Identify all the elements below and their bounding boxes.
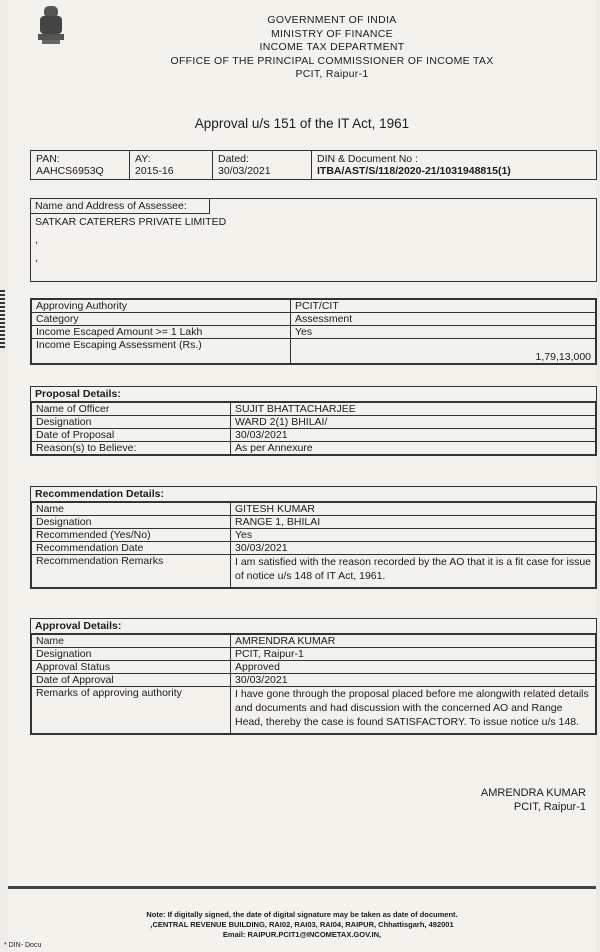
signature-block xyxy=(481,786,586,814)
row-value: SUJIT BHATTACHARJEE xyxy=(231,403,596,416)
row-label: Category xyxy=(32,313,291,326)
ay-label: AY: xyxy=(135,153,151,165)
footer-email: Email: RAIPUR.PCIT1@INCOMETAX.GOV.IN, xyxy=(222,930,382,939)
footer-note: Note: If digitally signed, the date of digital signature may be taken as date of document. xyxy=(146,910,458,919)
row-value: GITESH KUMAR xyxy=(231,503,596,516)
assessee-address: , xyxy=(35,234,38,246)
row-value: Approved xyxy=(231,661,596,674)
assessee-box xyxy=(30,198,597,282)
row-label: Approval Status xyxy=(32,661,231,674)
row-value: RANGE 1, BHILAI xyxy=(231,516,596,529)
proposal-box xyxy=(30,386,597,456)
pan-label: PAN: xyxy=(36,153,60,165)
table-row xyxy=(32,648,596,661)
assessee-label: Name and Address of Assessee: xyxy=(31,199,210,214)
table-row xyxy=(32,442,596,455)
row-value: AMRENDRA KUMAR xyxy=(231,635,596,648)
row-label: Name xyxy=(32,503,231,516)
row-value: 30/03/2021 xyxy=(231,542,596,555)
row-value: PCIT, Raipur-1 xyxy=(231,648,596,661)
row-value: As per Annexure xyxy=(231,442,596,455)
table-row xyxy=(32,416,596,429)
divider xyxy=(8,886,596,889)
table-row xyxy=(32,313,596,326)
row-label: Date of Approval xyxy=(32,674,231,687)
row-label: Name xyxy=(32,635,231,648)
table-row xyxy=(32,661,596,674)
table-row xyxy=(32,555,596,588)
row-value: WARD 2(1) BHILAI/ xyxy=(231,416,596,429)
signatory-name: AMRENDRA KUMAR xyxy=(480,787,586,799)
row-value: Yes xyxy=(231,529,596,542)
table-row xyxy=(32,403,596,416)
table-row xyxy=(32,516,596,529)
row-label: Remarks of approving authority xyxy=(32,687,231,734)
row-label: Designation xyxy=(32,648,231,661)
row-value: PCIT/CIT xyxy=(291,300,596,313)
row-label: Recommendation Remarks xyxy=(32,555,231,588)
din-value: ITBA/AST/S/118/2020-21/1031948815(1) xyxy=(317,165,511,177)
row-label: Approving Authority xyxy=(32,300,291,313)
header-line: PCIT, Raipur-1 xyxy=(295,68,369,80)
table-row xyxy=(32,635,596,648)
row-value: 1,79,13,000 xyxy=(291,339,596,364)
row-label: Income Escaped Amount >= 1 Lakh xyxy=(32,326,291,339)
header-line: MINISTRY OF FINANCE xyxy=(271,27,393,40)
row-value: I have gone through the proposal placed before me alongwith related details and documents and had discussion with the concerned AO and Range Head, thereby the case is found SATISFACTORY. To issue notice u/s 148. xyxy=(231,687,596,734)
row-value: 30/03/2021 xyxy=(231,674,596,687)
header-line: GOVERNMENT OF INDIA xyxy=(267,14,397,26)
top-info-box xyxy=(30,150,597,180)
header xyxy=(68,14,596,82)
header-line: INCOME TAX DEPARTMENT xyxy=(259,41,405,53)
barcode-mark xyxy=(0,290,5,350)
section-title: Approval Details: xyxy=(31,619,596,634)
table-row xyxy=(32,674,596,687)
table-row xyxy=(32,687,596,734)
row-label: Income Escaping Assessment (Rs.) xyxy=(32,339,291,364)
footer-address: ,CENTRAL REVENUE BUILDING, RAI02, RAI03, RAI04, RAIPUR, Chhattisgarh, 492001 xyxy=(150,920,454,929)
row-value: Yes xyxy=(291,326,596,339)
signatory-designation: PCIT, Raipur-1 xyxy=(513,801,586,813)
table-row xyxy=(32,542,596,555)
table-row xyxy=(32,300,596,313)
assessee-address: , xyxy=(35,252,38,264)
authority-box xyxy=(30,298,597,365)
dated-label: Dated: xyxy=(218,153,249,165)
table-row xyxy=(32,339,596,364)
row-value: I am satisfied with the reason recorded by the AO that it is a fit case for issue of notice u/s 148 of IT Act, 1961. xyxy=(231,555,596,588)
assessee-name: SATKAR CATERERS PRIVATE LIMITED xyxy=(35,216,227,228)
document-page xyxy=(8,0,596,952)
table-row xyxy=(32,529,596,542)
recommendation-box xyxy=(30,486,597,589)
document-title: Approval u/s 151 of the IT Act, 1961 xyxy=(194,116,410,131)
dated-value: 30/03/2021 xyxy=(218,165,271,177)
pan-value: AAHCS6953Q xyxy=(36,165,104,177)
footer xyxy=(8,910,596,940)
header-line: OFFICE OF THE PRINCIPAL COMMISSIONER OF INCOME TAX xyxy=(170,54,494,67)
row-label: Designation xyxy=(32,516,231,529)
section-title: Recommendation Details: xyxy=(31,487,596,502)
section-title: Proposal Details: xyxy=(31,387,596,402)
approval-box xyxy=(30,618,597,735)
row-value: 30/03/2021 xyxy=(231,429,596,442)
din-label: DIN & Document No : xyxy=(317,153,418,165)
row-value: Assessment xyxy=(291,313,596,326)
table-row xyxy=(32,503,596,516)
row-label: Recommendation Date xyxy=(32,542,231,555)
row-label: Name of Officer xyxy=(32,403,231,416)
row-label: Recommended (Yes/No) xyxy=(32,529,231,542)
row-label: Reason(s) to Believe: xyxy=(32,442,231,455)
ay-value: 2015-16 xyxy=(135,165,174,177)
din-mark: * DIN- Docu xyxy=(4,942,42,949)
row-label: Date of Proposal xyxy=(32,429,231,442)
national-emblem-icon xyxy=(30,2,72,48)
row-label: Designation xyxy=(32,416,231,429)
table-row xyxy=(32,326,596,339)
table-row xyxy=(32,429,596,442)
